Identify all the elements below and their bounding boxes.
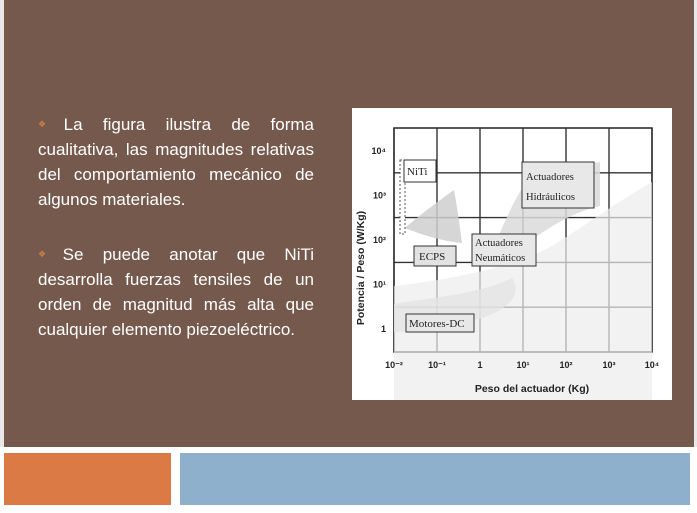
x-tick-label: 10² xyxy=(559,360,573,370)
diamond-bullet-icon: ❖ xyxy=(38,119,62,129)
x-tick-label: 10⁴ xyxy=(644,360,660,370)
footer-blue-bar xyxy=(180,453,690,505)
paragraph-2 xyxy=(38,242,314,342)
y-tick-label: 1 xyxy=(380,324,386,334)
x-tick-label: 1 xyxy=(477,360,483,370)
x-tick-label: 10⁻² xyxy=(385,360,403,370)
x-tick-label: 10³ xyxy=(602,360,616,370)
chart-figure xyxy=(352,108,672,400)
paragraph-1-text: La figura ilustra de forma cualitativa, las magnitudes relativas del comportamiento mecánico de algunos materiales. xyxy=(38,115,314,209)
footer-orange-bar xyxy=(4,453,171,505)
y-tick-label: 10⁴ xyxy=(371,146,386,156)
diamond-bullet-icon: ❖ xyxy=(38,249,61,259)
power-weight-chart xyxy=(352,108,672,400)
label-neumaticos-line1: Actuadores xyxy=(475,238,523,249)
label-ecps: ECPS xyxy=(419,251,446,263)
label-motores: Motores-DC xyxy=(409,318,465,330)
x-axis-label: Peso del actuador (Kg) xyxy=(474,383,590,395)
y-tick-labels xyxy=(372,146,386,334)
y-axis-label: Potencia / Peso (W/Kg) xyxy=(355,210,367,326)
y-tick-label: 10¹ xyxy=(372,279,386,290)
x-tick-label: 10⁻¹ xyxy=(428,360,446,370)
label-hidraulicos-line2: Hidráulicos xyxy=(526,192,575,203)
label-hidraulicos-line1: Actuadores xyxy=(526,172,574,183)
y-tick-label: 10² xyxy=(372,235,386,245)
paragraph-1 xyxy=(38,112,314,212)
y-tick-label: 10³ xyxy=(372,190,386,201)
slide-text xyxy=(38,112,314,372)
paragraph-2-text: Se puede anotar que NiTi desarrolla fuerzas tensiles de un orden de magnitud más alta que cualquier elemento piezoeléctrico. xyxy=(38,245,314,339)
label-neumaticos-line2: Neumáticos xyxy=(475,253,526,264)
label-niti: NiTi xyxy=(407,166,428,178)
x-tick-label: 10¹ xyxy=(516,360,530,370)
